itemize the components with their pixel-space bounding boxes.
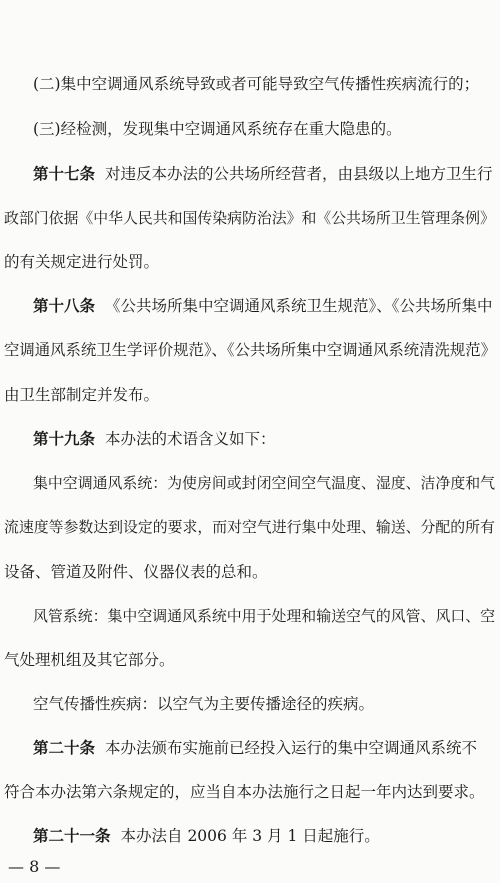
text-line bbox=[4, 251, 159, 273]
article-18-first-line bbox=[33, 295, 493, 317]
text-line bbox=[33, 73, 479, 95]
line-text: 由卫生部制定并发布。 bbox=[4, 386, 160, 404]
text-line bbox=[4, 781, 485, 803]
line-text: 集中空调通风系统：为使房间或封闭空间空气温度、湿度、洁净度和气 bbox=[33, 474, 496, 492]
line-text: 政部门依据《中华人民共和国传染病防治法》和《公共场所卫生管理条例》 bbox=[4, 209, 495, 227]
line-text: 本办法自 2006 年 3 月 1 日起施行。 bbox=[120, 827, 380, 845]
text-line bbox=[4, 384, 159, 406]
text-line bbox=[33, 605, 495, 627]
line-text: 空调通风系统卫生学评价规范》、《公共场所集中空调通风系统清洗规范》 bbox=[4, 341, 496, 359]
text-line bbox=[33, 118, 402, 140]
text-line bbox=[4, 649, 175, 671]
article-20-first-line bbox=[33, 737, 477, 759]
text-line bbox=[4, 516, 495, 538]
line-text: 设备、管道及附件、仪器仪表的总和。 bbox=[4, 563, 268, 581]
article-19-first-line bbox=[33, 428, 276, 450]
line-text: 气处理机组及其它部分。 bbox=[4, 651, 175, 669]
page-number: — 8 — bbox=[8, 857, 61, 876]
article-17-first-line bbox=[33, 163, 493, 185]
text-line bbox=[4, 207, 495, 229]
line-text: 的有关规定进行处罚。 bbox=[4, 253, 160, 271]
article-heading: 第二十一条 bbox=[33, 826, 111, 845]
line-text: 本办法颁布实施前已经投入运行的集中空调通风系统不 bbox=[105, 739, 478, 757]
text-line bbox=[33, 472, 495, 494]
line-text: (三)经检测，发现集中空调通风系统存在重大隐患的。 bbox=[33, 120, 402, 138]
article-heading: 第十九条 bbox=[33, 429, 96, 448]
line-text: 本办法的术语含义如下： bbox=[105, 430, 276, 448]
line-text: 符合本办法第六条规定的，应当自本办法施行之日起一年内达到要求。 bbox=[4, 783, 485, 801]
article-heading: 第二十条 bbox=[33, 738, 96, 757]
article-heading: 第十八条 bbox=[33, 296, 96, 315]
line-text: 流速度等参数达到设定的要求，而对空气进行集中处理、输送、分配的所有 bbox=[4, 518, 495, 536]
text-line bbox=[33, 693, 374, 715]
article-21-line bbox=[33, 825, 380, 847]
text-line bbox=[4, 339, 496, 361]
article-heading: 第十七条 bbox=[33, 164, 96, 183]
line-text: 空气传播性疾病：以空气为主要传播途径的疾病。 bbox=[33, 695, 375, 713]
text-line bbox=[4, 561, 268, 583]
line-text: 《公共场所集中空调通风系统卫生规范》、《公共场所集中 bbox=[105, 297, 493, 315]
line-text: 对违反本办法的公共场所经营者，由县级以上地方卫生行 bbox=[105, 165, 493, 183]
line-text: (二)集中空调通风系统导致或者可能导致空气传播性疾病流行的； bbox=[33, 75, 480, 93]
line-text: 风管系统：集中空调通风系统中用于处理和输送空气的风管、风口、空 bbox=[33, 607, 496, 625]
